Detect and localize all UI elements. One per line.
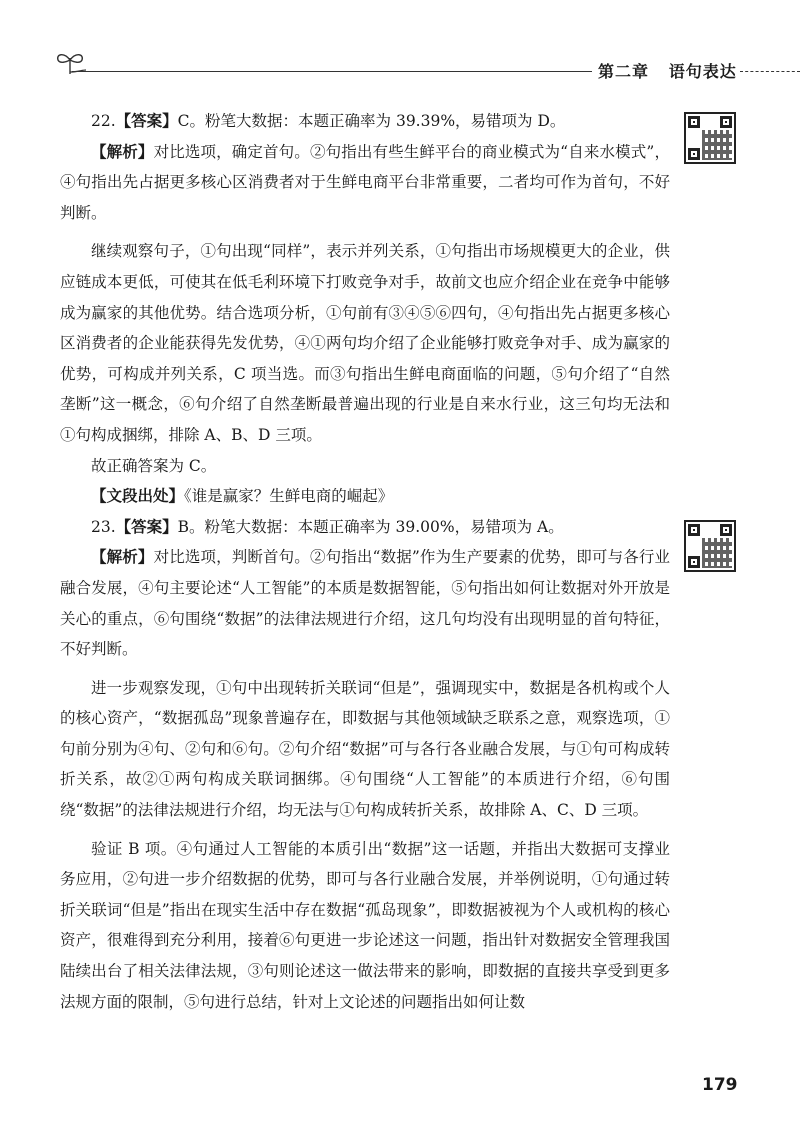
source-text: 《谁是赢家？生鲜电商的崛起》 <box>184 487 394 506</box>
qr-code-icon[interactable] <box>684 520 736 572</box>
analysis-text: 对比选项，确定首句。②句指出有些生鲜平台的商业模式为“自来水模式”，④句指出先占据更多核心区消费者对于生鲜电商平台非常重要，二者均可作为首句，不好判断。 <box>60 142 670 222</box>
answer-text: B。粉笔大数据：本题正确率为 39.00%，易错项为 A。 <box>177 517 564 536</box>
body-paragraph: 继续观察句子，①句出现“同样”，表示并列关系，①句指出市场规模更大的企业，供应链成本更低，可使其在低毛利环境下打败竞争对手，故前文也应介绍企业在竞争中能够成为赢家的其他优势。结合选项分析，①句前有③④⑤⑥四句，④句指出先占据更多核心区消费者的企业能获得先发优势，④①两句均介绍了企业能够打败竞争对手、成为赢家的优势，可构成并列关系，C 项当选。而③句指出生鲜电商面临的问题，⑤句介绍了“自然垄断”这一概念，⑥句介绍了自然垄断最普遍出现的行业是自来水行业，这三句均无法和①句构成捆绑，排除 A、B、D 三项。 <box>60 242 670 444</box>
body-paragraph: 进一步观察发现，①句中出现转折关联词“但是”，强调现实中，数据是各机构或个人的核心资产，“数据孤岛”现象普遍存在，即数据与其他领域缺乏联系之意，观察选项，①句前分别为④句、②句和⑥句。②句介绍“数据”可与各行各业融合发展，与①句可构成转折关系，故②①两句构成关联词捆绑。④句围绕“人工智能”的本质进行介绍，⑥句围绕“数据”的法律法规进行介绍，均无法与①句构成转折关系，故排除 A、C、D 三项。 <box>60 678 670 820</box>
analysis-text: 对比选项，判断首句。②句指出“数据”作为生产要素的优势，即可与各行业融合发展，④句主要论述“人工智能”的本质是数据智能，⑤句指出如何让数据对外开放是关心的重点，⑥句围绕“数据”的法律法规进行介绍，这几句均没有出现明显的首句特征，不好判断。 <box>60 548 670 659</box>
source-label: 【文段出处】 <box>91 487 185 506</box>
chapter-title <box>598 59 737 82</box>
answer-label: 【答案】 <box>115 517 178 536</box>
question-number: 22. <box>91 112 116 130</box>
answer-label: 【答案】 <box>115 112 178 130</box>
qr-code-icon[interactable] <box>684 112 736 164</box>
header-rule <box>72 71 592 72</box>
answer-line <box>60 106 670 137</box>
header-rule-right <box>740 71 800 72</box>
chapter-number: 第二章 <box>598 62 650 81</box>
question-number: 23. <box>91 517 116 536</box>
analysis-paragraph <box>60 137 670 229</box>
source-line <box>60 481 670 512</box>
answer-text: C。粉笔大数据：本题正确率为 39.39%，易错项为 D。 <box>177 112 566 130</box>
page-number: 179 <box>702 1075 738 1095</box>
answer-line <box>60 512 670 543</box>
analysis-paragraph <box>60 542 670 664</box>
body-paragraph: 故正确答案为 C。 <box>91 456 217 475</box>
body-paragraph: 验证 B 项。④句通过人工智能的本质引出“数据”这一话题，并指出大数据可支撑业务应用，②句进一步介绍数据的优势，即可与各行业融合发展，并举例说明，①句通过转折关联词“但是”指出在现实生活中存在数据“孤岛现象”，即数据被视为个人或机构的核心资产，很难得到充分利用，接着⑥句更进一步论述这一问题，指出针对数据安全管理我国陆续出台了相关法律法规，③句则论述这一做法带来的影响，即数据的直接共享受到更多法规方面的限制，⑤句进行总结，针对上文论述的问题指出如何让数 <box>60 839 670 1011</box>
analysis-label: 【解析】 <box>91 142 154 161</box>
page-header <box>0 44 800 84</box>
page-content <box>60 106 670 1017</box>
analysis-label: 【解析】 <box>91 548 154 567</box>
chapter-section: 语句表达 <box>668 62 737 81</box>
